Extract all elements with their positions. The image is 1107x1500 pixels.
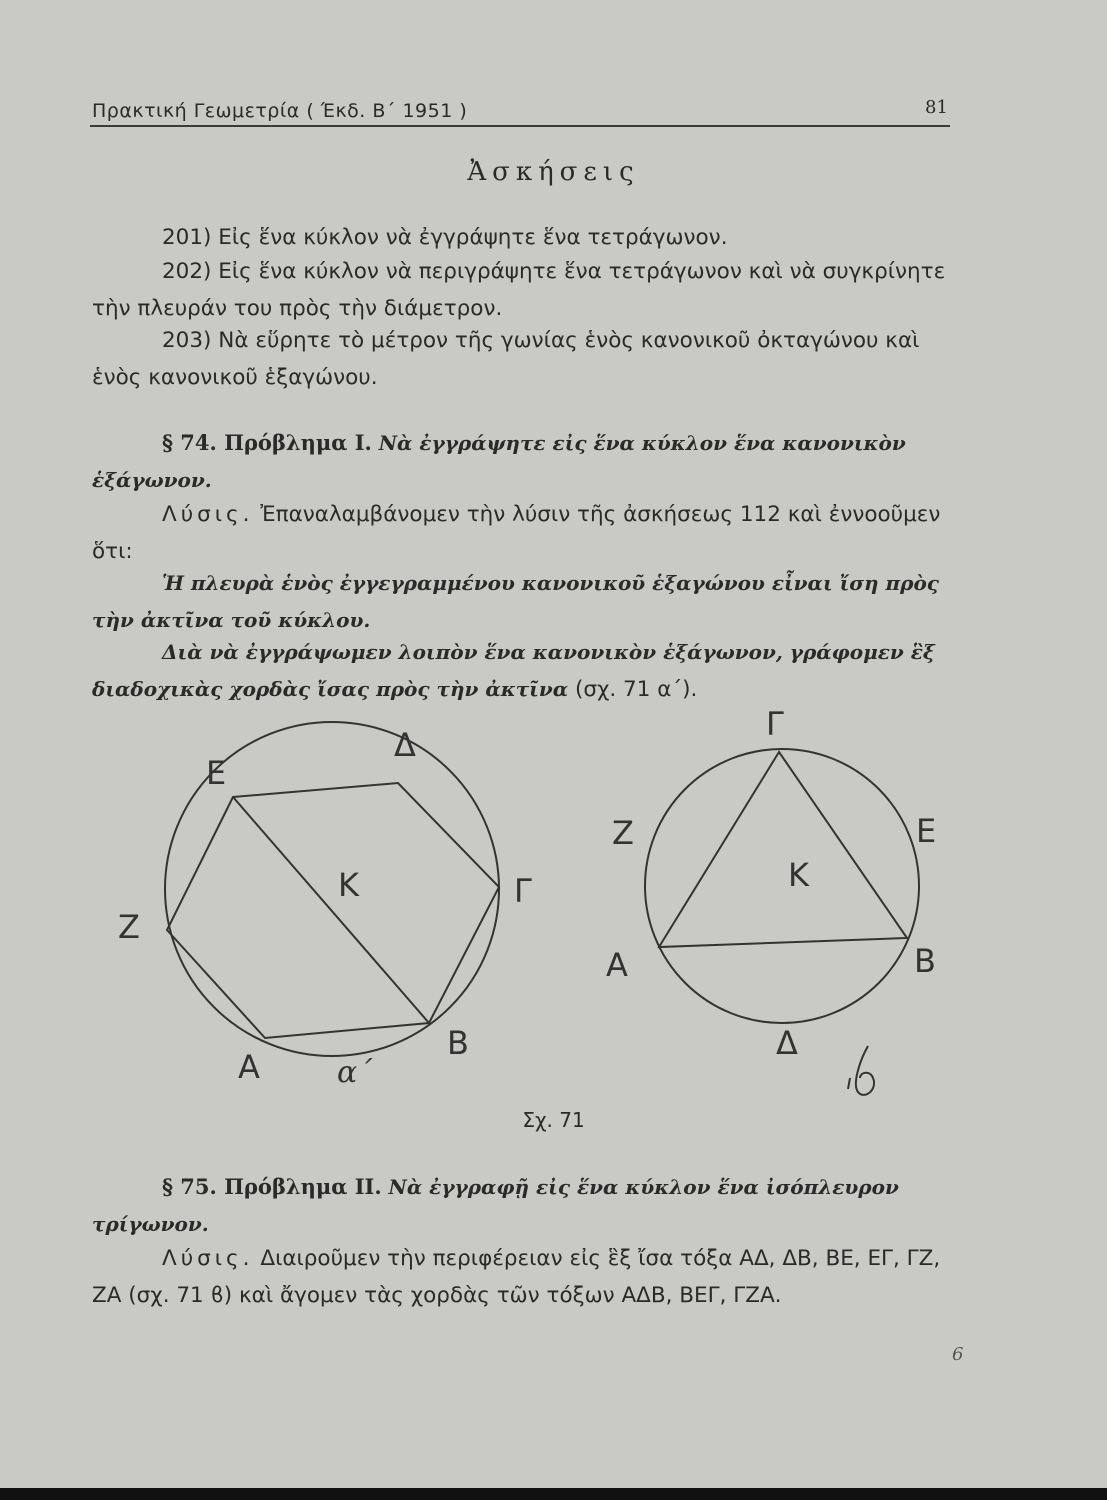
solution-text-74: Ἐπαναλαμβάνομεν τὴν λύσιν τῆς ἀσκήσεως 112 καὶ ἐννοοῦμεν ὅτι: xyxy=(92,502,941,564)
left-label-z: Ζ xyxy=(118,908,140,946)
problem-75-heading: § 75. Πρόβλημα II. xyxy=(162,1174,382,1199)
exercises-title: Ἀσκήσεις xyxy=(467,157,640,187)
problem-74-solution xyxy=(92,496,954,570)
running-header-title: Πρακτική Γεωμετρία ( Έκδ. Β΄ 1951 ) xyxy=(92,100,468,122)
method-text: Διὰ νὰ ἐγγράψωμεν λοιπὸν ἕνα κανονικὸν ἑξάγωνον, γράφομεν ἓξ διαδοχικὰς χορδὰς ἴσας πρὸς τὴν ἀκτῖνα xyxy=(92,640,935,701)
left-hexagon xyxy=(167,783,499,1038)
page-number: 81 xyxy=(925,97,948,118)
left-diameter xyxy=(233,797,429,1023)
right-label-b: Β xyxy=(914,942,936,980)
beta-sublabel-glyph xyxy=(856,1046,874,1095)
solution-label-74: Λύσις. xyxy=(162,502,254,527)
left-label-b: Β xyxy=(447,1024,469,1062)
left-label-d: Δ xyxy=(394,726,416,764)
hexagon-method xyxy=(92,634,954,708)
left-label-k: Κ xyxy=(338,866,359,904)
figure-caption: Σχ. 71 xyxy=(522,1108,585,1132)
exercise-202: 202) Εἰς ἕνα κύκλον νὰ περιγράψητε ἕνα τετράγωνον καὶ νὰ συγκρίνητε τὴν πλευράν του πρὸς τὴν διάμετρον. xyxy=(92,259,946,321)
figure-71 xyxy=(0,700,1107,1100)
left-sublabel-alpha: α΄ xyxy=(337,1055,373,1090)
right-label-k: Κ xyxy=(788,856,809,894)
method-figure-ref: (σχ. 71 α΄). xyxy=(574,677,698,702)
solution-label-75: Λύσις. xyxy=(162,1246,254,1271)
right-label-d: Δ xyxy=(776,1024,798,1062)
right-circle xyxy=(645,749,919,1023)
left-label-a: Α xyxy=(238,1048,260,1086)
solution-text-75: Διαιροῦμεν τὴν περιφέρειαν εἰς ἓξ ἴσα τόξα ΑΔ, ΔΒ, ΒΕ, ΕΓ, ΓΖ, ΖΑ (σχ. 71 ϐ) καὶ ἄγομεν τὰς χορδὰς τῶν τόξων ΑΔΒ, ΒΕΓ, ΓΖΑ. xyxy=(92,1246,941,1308)
header-rule xyxy=(90,125,950,127)
right-mark-stroke xyxy=(848,1078,850,1089)
right-label-z: Ζ xyxy=(612,814,634,852)
theorem-text: Ἡ πλευρὰ ἑνὸς ἐγγεγραμμένου κανονικοῦ ἑξαγώνου εἶναι ἴση πρὸς τὴν ἀκτῖνα τοῦ κύκλου. xyxy=(92,571,939,632)
exercise-201: 201) Εἰς ἕνα κύκλον νὰ ἐγγράψητε ἕνα τετράγωνον. xyxy=(162,225,728,250)
problem-75-solution xyxy=(92,1240,954,1314)
page-bottom-edge xyxy=(0,1488,1107,1500)
problem-75-paragraph xyxy=(92,1168,954,1243)
right-label-e: Ε xyxy=(916,812,937,850)
problem-74-heading: § 74. Πρόβλημα I. xyxy=(162,430,372,455)
signature-mark: 6 xyxy=(952,1344,964,1365)
problem-74-statement: Νὰ ἐγγράψητε εἰς ἕνα κύκλον ἕνα κανονικὸν ἑξάγωνον. xyxy=(92,431,906,492)
exercise-203: 203) Νὰ εὕρητε τὸ μέτρον τῆς γωνίας ἑνὸς κανονικοῦ ὀκταγώνου καὶ ἑνὸς κανονικοῦ ἑξαγώνου. xyxy=(92,328,920,390)
left-label-g: Γ xyxy=(514,872,532,910)
right-sublabel-beta: ϐ xyxy=(890,1040,908,1075)
right-label-g: Γ xyxy=(766,705,784,743)
hexagon-theorem xyxy=(92,565,954,639)
left-label-e: Ε xyxy=(206,754,227,792)
problem-75-statement: Νὰ ἐγγραφῇ εἰς ἕνα κύκλον ἕνα ἰσόπλευρον τρίγωνον. xyxy=(92,1175,899,1236)
problem-74-paragraph xyxy=(92,424,954,499)
right-label-a: Α xyxy=(606,946,628,984)
